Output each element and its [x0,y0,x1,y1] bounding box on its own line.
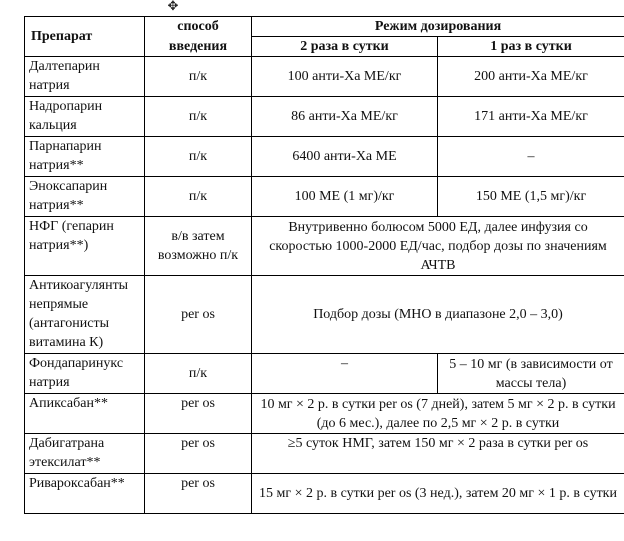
route-cell: per os [145,474,252,514]
drug-name: Надропарин кальция [25,97,145,137]
route-cell: п/к [145,137,252,177]
header-twice-daily: 2 раза в сутки [252,37,438,57]
table-row [25,276,624,354]
table-row [25,474,624,514]
header-once-daily: 1 раз в сутки [438,37,624,57]
merged-regimen-cell: ≥5 суток НМГ, затем 150 мг × 2 раза в сутки per os [252,434,624,474]
route-cell: в/в затем возможно п/к [145,217,252,276]
drug-name: Парнапарин натрия** [25,137,145,177]
route-cell: п/к [145,177,252,217]
header-regimen: Режим дозирования [252,17,624,37]
dosing-table [24,16,624,514]
drug-name: Далтепарин натрия [25,57,145,97]
table-row [25,217,624,276]
drug-name: Дабигатрана этексилат** [25,434,145,474]
drug-name: Фондапаринукс натрия [25,354,145,394]
table-row [25,97,624,137]
route-cell: per os [145,434,252,474]
merged-regimen-cell: 10 мг × 2 р. в сутки per os (7 дней), затем 5 мг × 2 р. в сутки (до 6 мес.), далее по 2,5 мг × 2 р. в сутки [252,394,624,434]
header-drug: Препарат [25,17,145,57]
table-row [25,394,624,434]
merged-regimen-cell: 15 мг × 2 р. в сутки per os (3 нед.), затем 20 мг × 1 р. в сутки [252,474,624,514]
table-move-handle-icon[interactable]: ✥ [167,0,179,14]
header-route-line1: способ [145,17,252,37]
table-row [25,354,624,394]
header-route-line2: введения [145,37,252,57]
route-cell: п/к [145,97,252,137]
route-cell: per os [145,394,252,434]
twice-daily-cell: 6400 анти-Ха МЕ [252,137,438,177]
once-daily-cell: 150 МЕ (1,5 мг)/кг [438,177,624,217]
merged-regimen-cell: Подбор дозы (МНО в диапазоне 2,0 – 3,0) [252,276,624,354]
once-daily-cell: – [438,137,624,177]
drug-name: Апиксабан** [25,394,145,434]
table-row [25,434,624,474]
table-row [25,57,624,97]
once-daily-cell: 5 – 10 мг (в зависимости от массы тела) [438,354,624,394]
twice-daily-cell: 86 анти-Ха МЕ/кг [252,97,438,137]
route-cell: п/к [145,354,252,394]
twice-daily-cell: 100 МЕ (1 мг)/кг [252,177,438,217]
twice-daily-cell: – [252,354,438,394]
twice-daily-cell: 100 анти-Ха МЕ/кг [252,57,438,97]
drug-name: НФГ (гепарин натрия**) [25,217,145,276]
table-row [25,177,624,217]
table-row [25,137,624,177]
route-cell: п/к [145,57,252,97]
once-daily-cell: 171 анти-Ха МЕ/кг [438,97,624,137]
drug-name: Антикоагулянты непрямые (антагонисты витамина К) [25,276,145,354]
once-daily-cell: 200 анти-Ха МЕ/кг [438,57,624,97]
drug-name: Эноксапарин натрия** [25,177,145,217]
merged-regimen-cell: Внутривенно болюсом 5000 ЕД, далее инфузия со скоростью 1000-2000 ЕД/час, подбор дозы по значениям АЧТВ [252,217,624,276]
route-cell: per os [145,276,252,354]
drug-name: Ривароксабан** [25,474,145,514]
